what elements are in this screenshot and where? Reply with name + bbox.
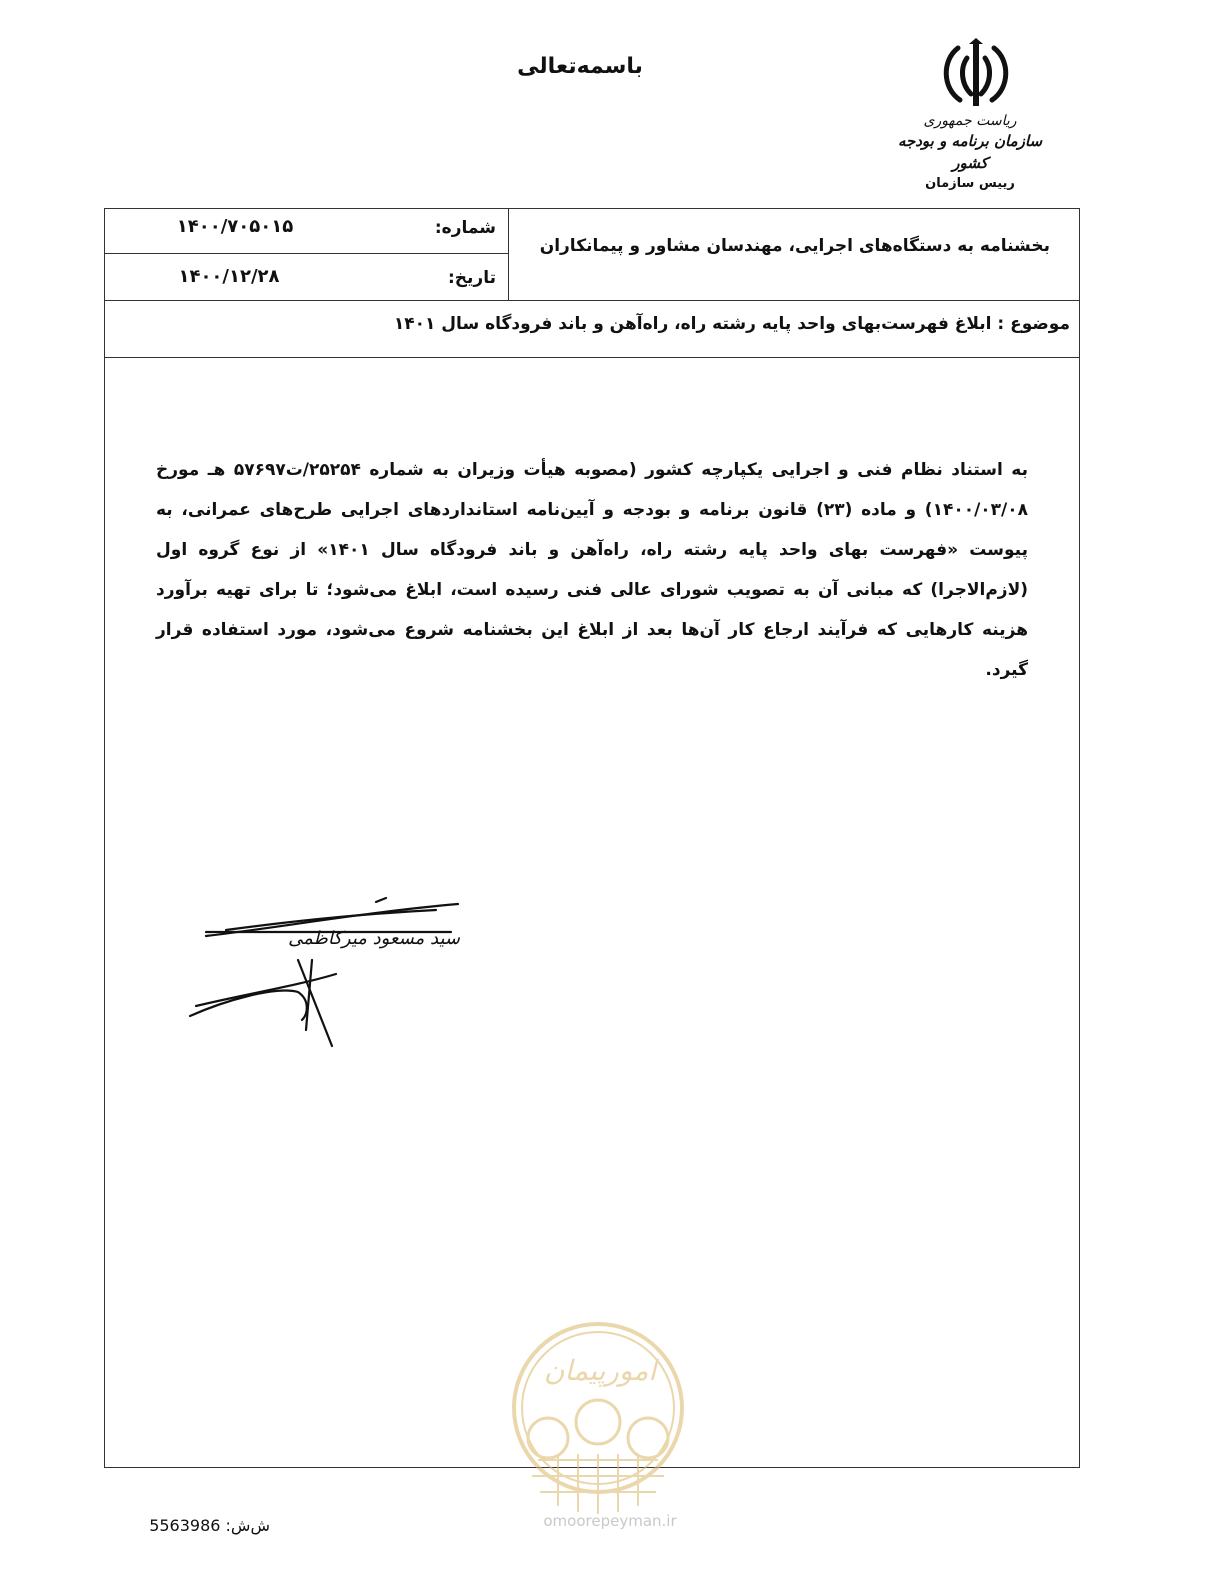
recipient-line: بخشنامه به دستگاه‌های اجرایی، مهندسان مشاور و پیمانکاران	[539, 236, 1050, 256]
subject-line: موضوع : ابلاغ فهرست‌بهای واحد پایه رشته راه، راه‌آهن و باند فرودگاه سال ۱۴۰۱	[393, 314, 1070, 334]
signatory-name: سید مسعود میرکاظمی	[288, 928, 460, 949]
letter-frame	[104, 208, 1080, 1468]
org-head-title: رییس سازمان	[925, 176, 1015, 191]
watermark-logo	[508, 1320, 688, 1520]
number-label: شماره:	[434, 218, 496, 238]
date-label: تاریخ:	[448, 268, 496, 288]
iran-emblem-icon	[936, 38, 1016, 110]
watermark-site: omoorepeyman.ir	[543, 1512, 677, 1530]
bismillah-heading: باسمه‌تعالی	[517, 54, 643, 79]
handwritten-signature	[186, 890, 476, 1050]
number-value: ۱۴۰۰/۷۰۵۰۱۵	[176, 216, 294, 237]
body-paragraph: به استناد نظام فنی و اجرایی یکپارچه کشور (مصوبه هیأت وزیران به شماره ۲۵۲۵۴/ت۵۷۶۹۷ هـ مورخ ۱۴۰۰/۰۳/۰۸) و ماده (۲۳) قانون برنامه و بودجه و آیین‌نامه استانداردهای اجرایی طرح‌های عمرانی، به پیوست «فهرست بهای واحد پایه رشته راه، راه‌آهن و باند فرودگاه سال ۱۴۰۱» از نوع گروه اول (لازم‌الاجرا) که مبانی آن به تصویب شورای عالی فنی رسیده است، ابلاغ می‌شود؛ تا برای تهیه برآورد هزینه کارهایی که فرآیند ارجاع کار آن‌ها بعد از ابلاغ این بخشنامه شروع می‌شود، مورد استفاده قرار گیرد.	[156, 460, 1029, 680]
watermark-logo-text: امورپیمان	[543, 1354, 657, 1387]
org-presidency: ریاست جمهوری	[923, 113, 1017, 129]
date-value: ۱۴۰۰/۱۲/۲۸	[178, 266, 280, 287]
header-divider-bottom	[104, 300, 1080, 301]
subject-divider	[104, 357, 1080, 358]
header-divider-vertical	[508, 208, 509, 300]
org-name: سازمان برنامه و بودجه کشور	[897, 132, 1043, 172]
serial-number: ش‌ش: 5563986	[149, 1516, 270, 1535]
header-divider-middle	[104, 253, 508, 254]
organization-block	[880, 112, 1060, 194]
